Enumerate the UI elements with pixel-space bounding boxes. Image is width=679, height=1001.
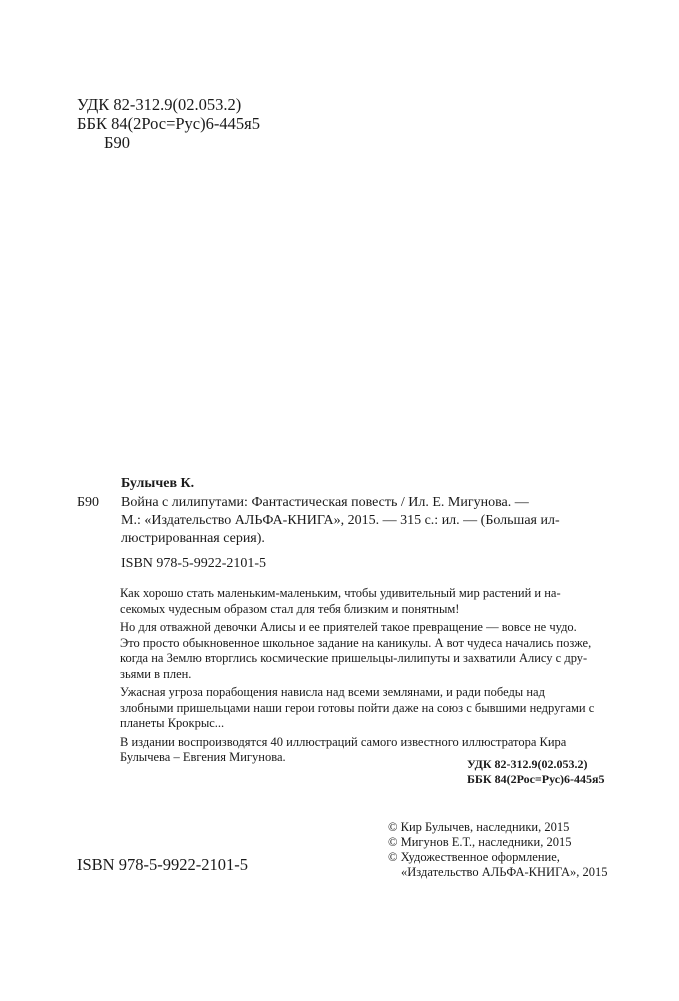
catalog-line-2: М.: «Издательство АЛЬФА-КНИГА», 2015. — 315 с.: ил. — (Большая ил-	[121, 513, 560, 528]
udk-code-small: УДК 82-312.9(02.053.2)	[467, 757, 588, 771]
annotation-line: В издании воспроизводятся 40 иллюстраций самого известного иллюстратора Кира	[120, 734, 567, 749]
annotation-line: когда на Землю вторглись космические пришельцы-лилипуты и захватили Алису с дру-	[120, 651, 588, 665]
annotation-line: зьями в плен.	[120, 666, 192, 681]
annotation-line: Как хорошо стать маленьким-маленьким, чтобы удивительный мир растений и на-	[120, 586, 561, 600]
copyright-line: © Мигунов Е.Т., наследники, 2015	[388, 835, 572, 849]
annotation-line: злобными пришельцами наши герои готовы пойти даже на союз с бывшими недругами с	[120, 700, 595, 715]
catalog-line-1: Война с лилипутами: Фантастическая повесть / Ил. Е. Мигунова. —	[121, 495, 529, 510]
copyright-line: «Издательство АЛЬФА-КНИГА», 2015	[401, 865, 608, 879]
catalog-isbn: ISBN 978-5-9922-2101-5	[121, 556, 267, 571]
annotation-line: Булычева – Евгения Мигунова.	[120, 750, 286, 764]
copyright-line: © Художественное оформление,	[388, 850, 560, 864]
udk-code: УДК 82-312.9(02.053.2)	[77, 95, 242, 114]
annotation-paragraph	[120, 586, 610, 617]
annotation-line: планеты Крокрыс...	[120, 716, 225, 730]
annotation-paragraph	[120, 685, 610, 732]
bottom-isbn: ISBN 978-5-9922-2101-5	[77, 855, 248, 874]
copyright-line: © Кир Булычев, наследники, 2015	[388, 820, 570, 834]
catalog-line-3: люстрированная серия).	[121, 531, 265, 546]
bbk-code: ББК 84(2Рос=Рус)6-445я5	[77, 114, 260, 133]
annotation-line: Это просто обыкновенное школьное задание на каникулы. А вот чудеса начались позже,	[120, 635, 592, 650]
catalog-author: Булычев К.	[121, 476, 195, 491]
annotation-line: Ужасная угроза порабощения нависла над всеми землянами, и ради победы над	[120, 685, 545, 699]
annotation-line: секомых чудесным образом стал для тебя близким и понятным!	[120, 601, 460, 616]
annotation	[120, 586, 610, 769]
catalog-code: Б90	[77, 495, 100, 510]
bbk-code-small: ББК 84(2Рос=Рус)6-445я5	[467, 772, 605, 786]
annotation-paragraph	[120, 620, 610, 682]
annotation-line: Но для отважной девочки Алисы и ее приятелей такое превращение — вовсе не чудо.	[120, 620, 577, 634]
author-mark: Б90	[104, 133, 130, 152]
